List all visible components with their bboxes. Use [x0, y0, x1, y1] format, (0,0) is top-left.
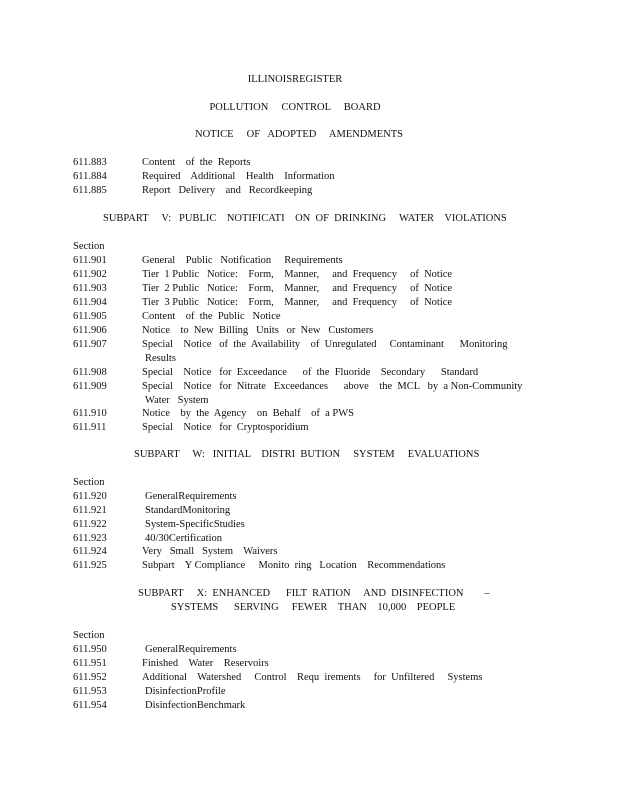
subpart-v-heading: SUBPART V: PUBLIC NOTIFICATI ON OF DRINKING WATER VIOLATIONS — [103, 213, 507, 224]
subpart-w-heading: SUBPART W: INITIAL DISTRI BUTION SYSTEM EVALUATIONS — [134, 449, 480, 460]
notice-title: NOTICE OF ADOPTED AMENDMENTS — [195, 129, 403, 140]
section-title: Tier 3 Public Notice: Form, Manner, and Frequency of Notice — [142, 297, 453, 308]
section-number: 611.920 — [73, 491, 107, 502]
section-number: 611.909 — [73, 381, 107, 392]
section-title-continued: Water System — [145, 395, 209, 406]
section-title: Notice to New Billing Units or New Customers — [142, 325, 374, 336]
section-title: Required Additional Health Information — [142, 171, 335, 182]
section-title: Subpart Y Compliance Monito ring Location Recommendations — [142, 560, 446, 571]
section-title: Tier 1 Public Notice: Form, Manner, and Frequency of Notice — [142, 269, 453, 280]
section-title: Additional Watershed Control Requ irements for Unfiltered Systems — [142, 672, 483, 683]
section-title: 40/30Certification — [145, 533, 222, 544]
register-title: ILLINOISREGISTER — [247, 74, 343, 85]
section-number: 611.884 — [73, 171, 107, 182]
subpart-x-heading: SUBPART X: ENHANCED FILT RATION AND DISINFECTION – — [138, 588, 490, 599]
section-number: 611.907 — [73, 339, 107, 350]
section-title: Tier 2 Public Notice: Form, Manner, and Frequency of Notice — [142, 283, 453, 294]
section-label: Section — [73, 630, 105, 641]
section-title: DisinfectionProfile — [145, 686, 226, 697]
section-number: 611.883 — [73, 157, 107, 168]
section-title: GeneralRequirements — [145, 644, 237, 655]
section-title: Special Notice for Nitrate Exceedances above the MCL by a Non-Community — [142, 381, 523, 392]
section-title: Very Small System Waivers — [142, 546, 278, 557]
section-title: GeneralRequirements — [145, 491, 237, 502]
section-title: Content of the Public Notice — [142, 311, 281, 322]
section-number: 611.885 — [73, 185, 107, 196]
section-number: 611.924 — [73, 546, 107, 557]
section-number: 611.902 — [73, 269, 107, 280]
section-number: 611.922 — [73, 519, 107, 530]
section-title-continued: Results — [145, 353, 176, 364]
section-number: 611.903 — [73, 283, 107, 294]
section-title: Special Notice of the Availability of Unregulated Contaminant Monitoring — [142, 339, 508, 350]
section-number: 611.905 — [73, 311, 107, 322]
section-number: 611.952 — [73, 672, 107, 683]
section-number: 611.950 — [73, 644, 107, 655]
section-number: 611.910 — [73, 408, 107, 419]
section-label: Section — [73, 477, 105, 488]
section-number: 611.923 — [73, 533, 107, 544]
section-title: Notice by the Agency on Behalf of a PWS — [142, 408, 354, 419]
section-number: 611.951 — [73, 658, 107, 669]
section-title: Report Delivery and Recordkeeping — [142, 185, 313, 196]
section-number: 611.911 — [73, 422, 107, 433]
section-number: 611.925 — [73, 560, 107, 571]
section-title: Special Notice for Exceedance of the Fluoride Secondary Standard — [142, 367, 479, 378]
subpart-x-heading-line2: SYSTEMS SERVING FEWER THAN 10,000 PEOPLE — [171, 602, 456, 613]
section-number: 611.901 — [73, 255, 107, 266]
section-title: DisinfectionBenchmark — [145, 700, 246, 711]
section-title: System-SpecificStudies — [145, 519, 245, 530]
section-number: 611.906 — [73, 325, 107, 336]
section-number: 611.921 — [73, 505, 107, 516]
section-number: 611.908 — [73, 367, 107, 378]
section-number: 611.953 — [73, 686, 107, 697]
section-title: General Public Notification Requirements — [142, 255, 343, 266]
section-title: StandardMonitoring — [145, 505, 231, 516]
section-number: 611.904 — [73, 297, 107, 308]
section-number: 611.954 — [73, 700, 107, 711]
section-label: Section — [73, 241, 105, 252]
board-title: POLLUTION CONTROL BOARD — [209, 102, 381, 113]
section-title: Finished Water Reservoirs — [142, 658, 269, 669]
section-title: Special Notice for Cryptosporidium — [142, 422, 309, 433]
section-title: Content of the Reports — [142, 157, 251, 168]
